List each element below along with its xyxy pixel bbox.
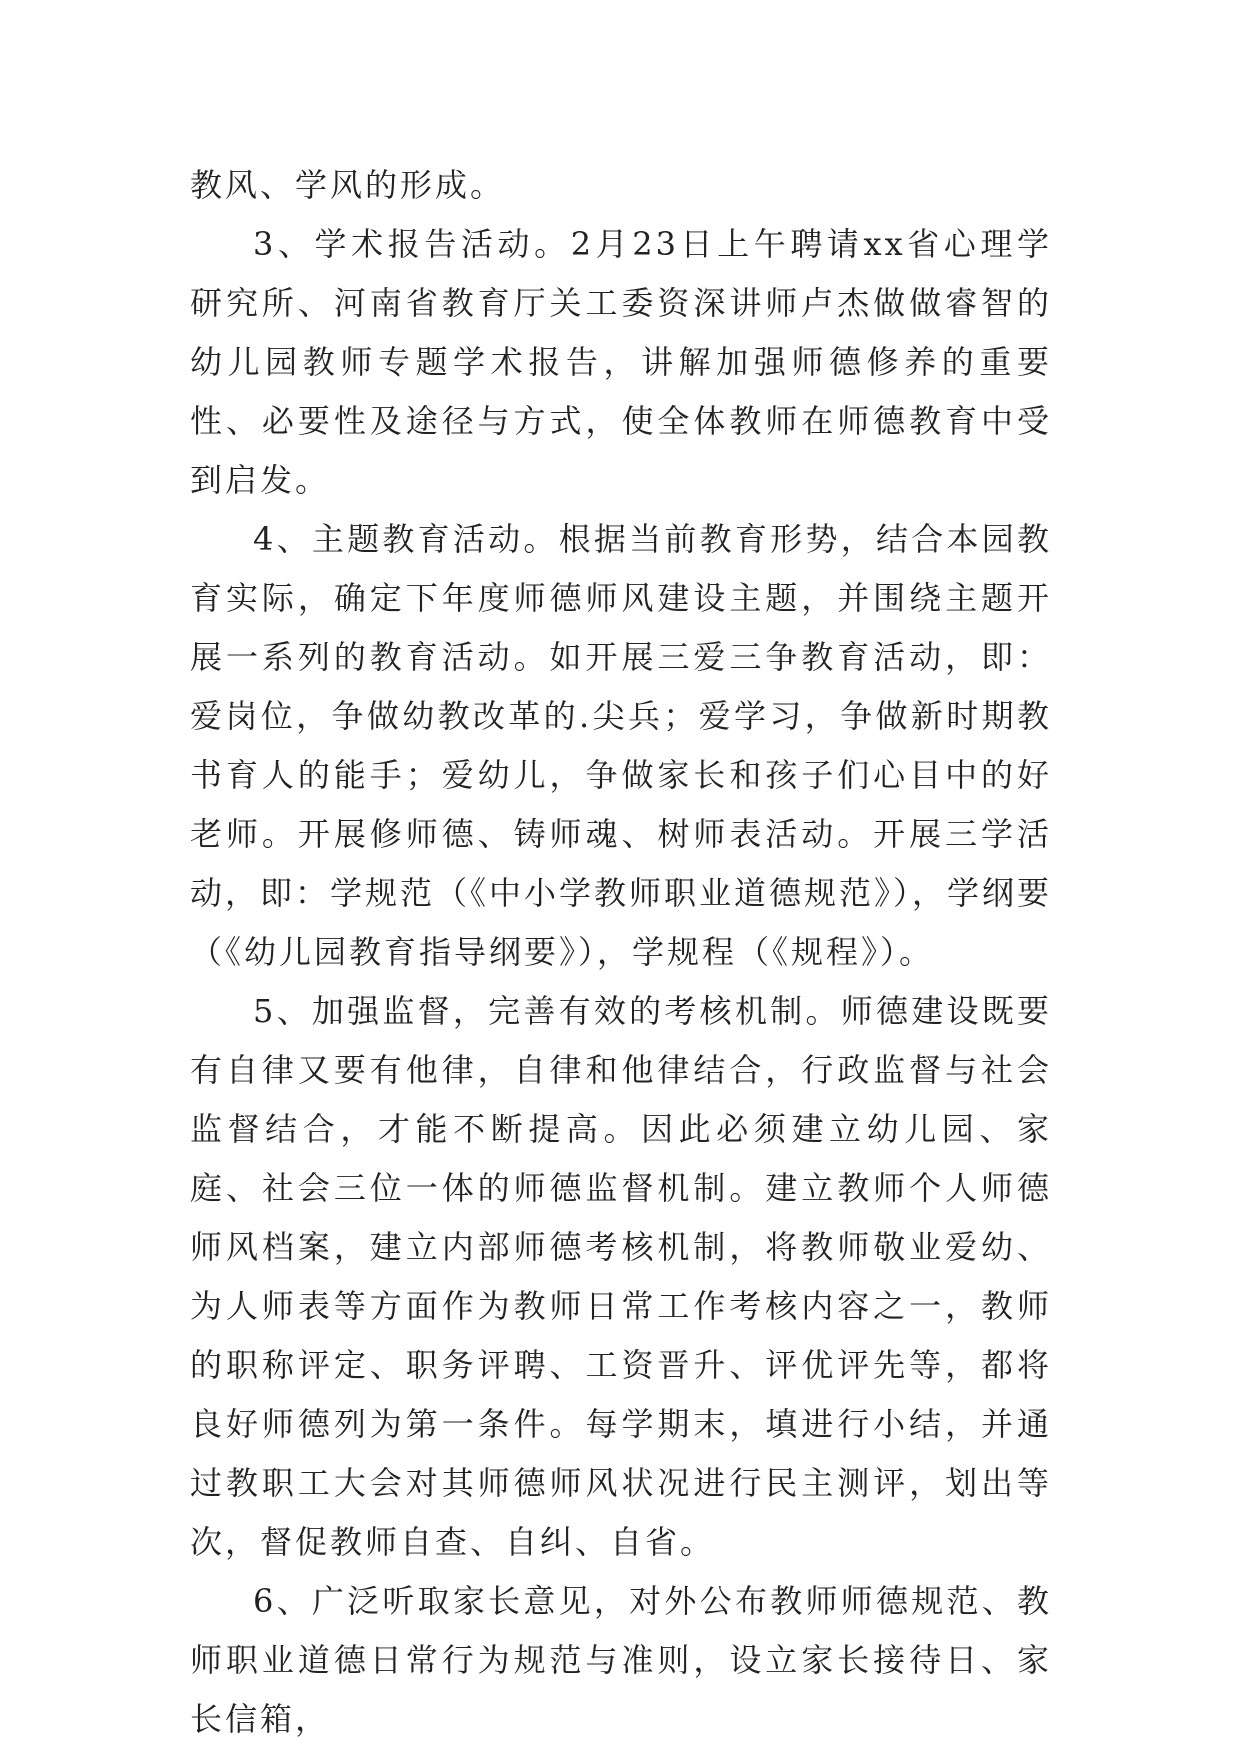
paragraph-academic-report: 3、学术报告活动。2月23日上午聘请xx省心理学研究所、河南省教育厅关工委资深讲师卢杰做做睿智的幼儿园教师专题学术报告，讲解加强师德修养的重要性、必要性及途径与方式，使全体教师在师德教育中受到启发。 — [190, 225, 1052, 499]
paragraph-parent-feedback: 6、广泛听取家长意见，对外公布教师师德规范、教师职业道德日常行为规范与准则，设立家长接待日、家长信箱， — [190, 1582, 1052, 1738]
paragraph-theme-education: 4、主题教育活动。根据当前教育形势，结合本园教育实际，确定下年度师德师风建设主题，并围绕主题开展一系列的教育活动。如开展三爱三争教育活动，即：爱岗位，争做幼教改革的.尖兵；爱学习，争做新时期教书育人的能手；爱幼儿，争做家长和孩子们心目中的好老师。开展修师德、铸师魂、树师表活动。开展三学活动，即：学规范（《中小学教师职业道德规范》），学纲要（《幼儿园教育指导纲要》），学规程（《规程》）。 — [190, 520, 1053, 971]
paragraph-continuation: 教风、学风的形成。 — [190, 166, 506, 204]
paragraph-supervision: 5、加强监督，完善有效的考核机制。师德建设既要有自律又要有他律，自律和他律结合，行政监督与社会监督结合，才能不断提高。因此必须建立幼儿园、家庭、社会三位一体的师德监督机制。建立教师个人师德师风档案，建立内部师德考核机制，将教师敬业爱幼、为人师表等方面作为教师日常工作考核内容之一，教师的职称评定、职务评聘、工资晋升、评优评先等，都将良好师德列为第一条件。每学期末，填进行小结，并通过教职工大会对其师德师风状况进行民主测评，划出等次，督促教师自查、自纠、自省。 — [190, 992, 1052, 1561]
document-body — [190, 156, 1052, 1749]
